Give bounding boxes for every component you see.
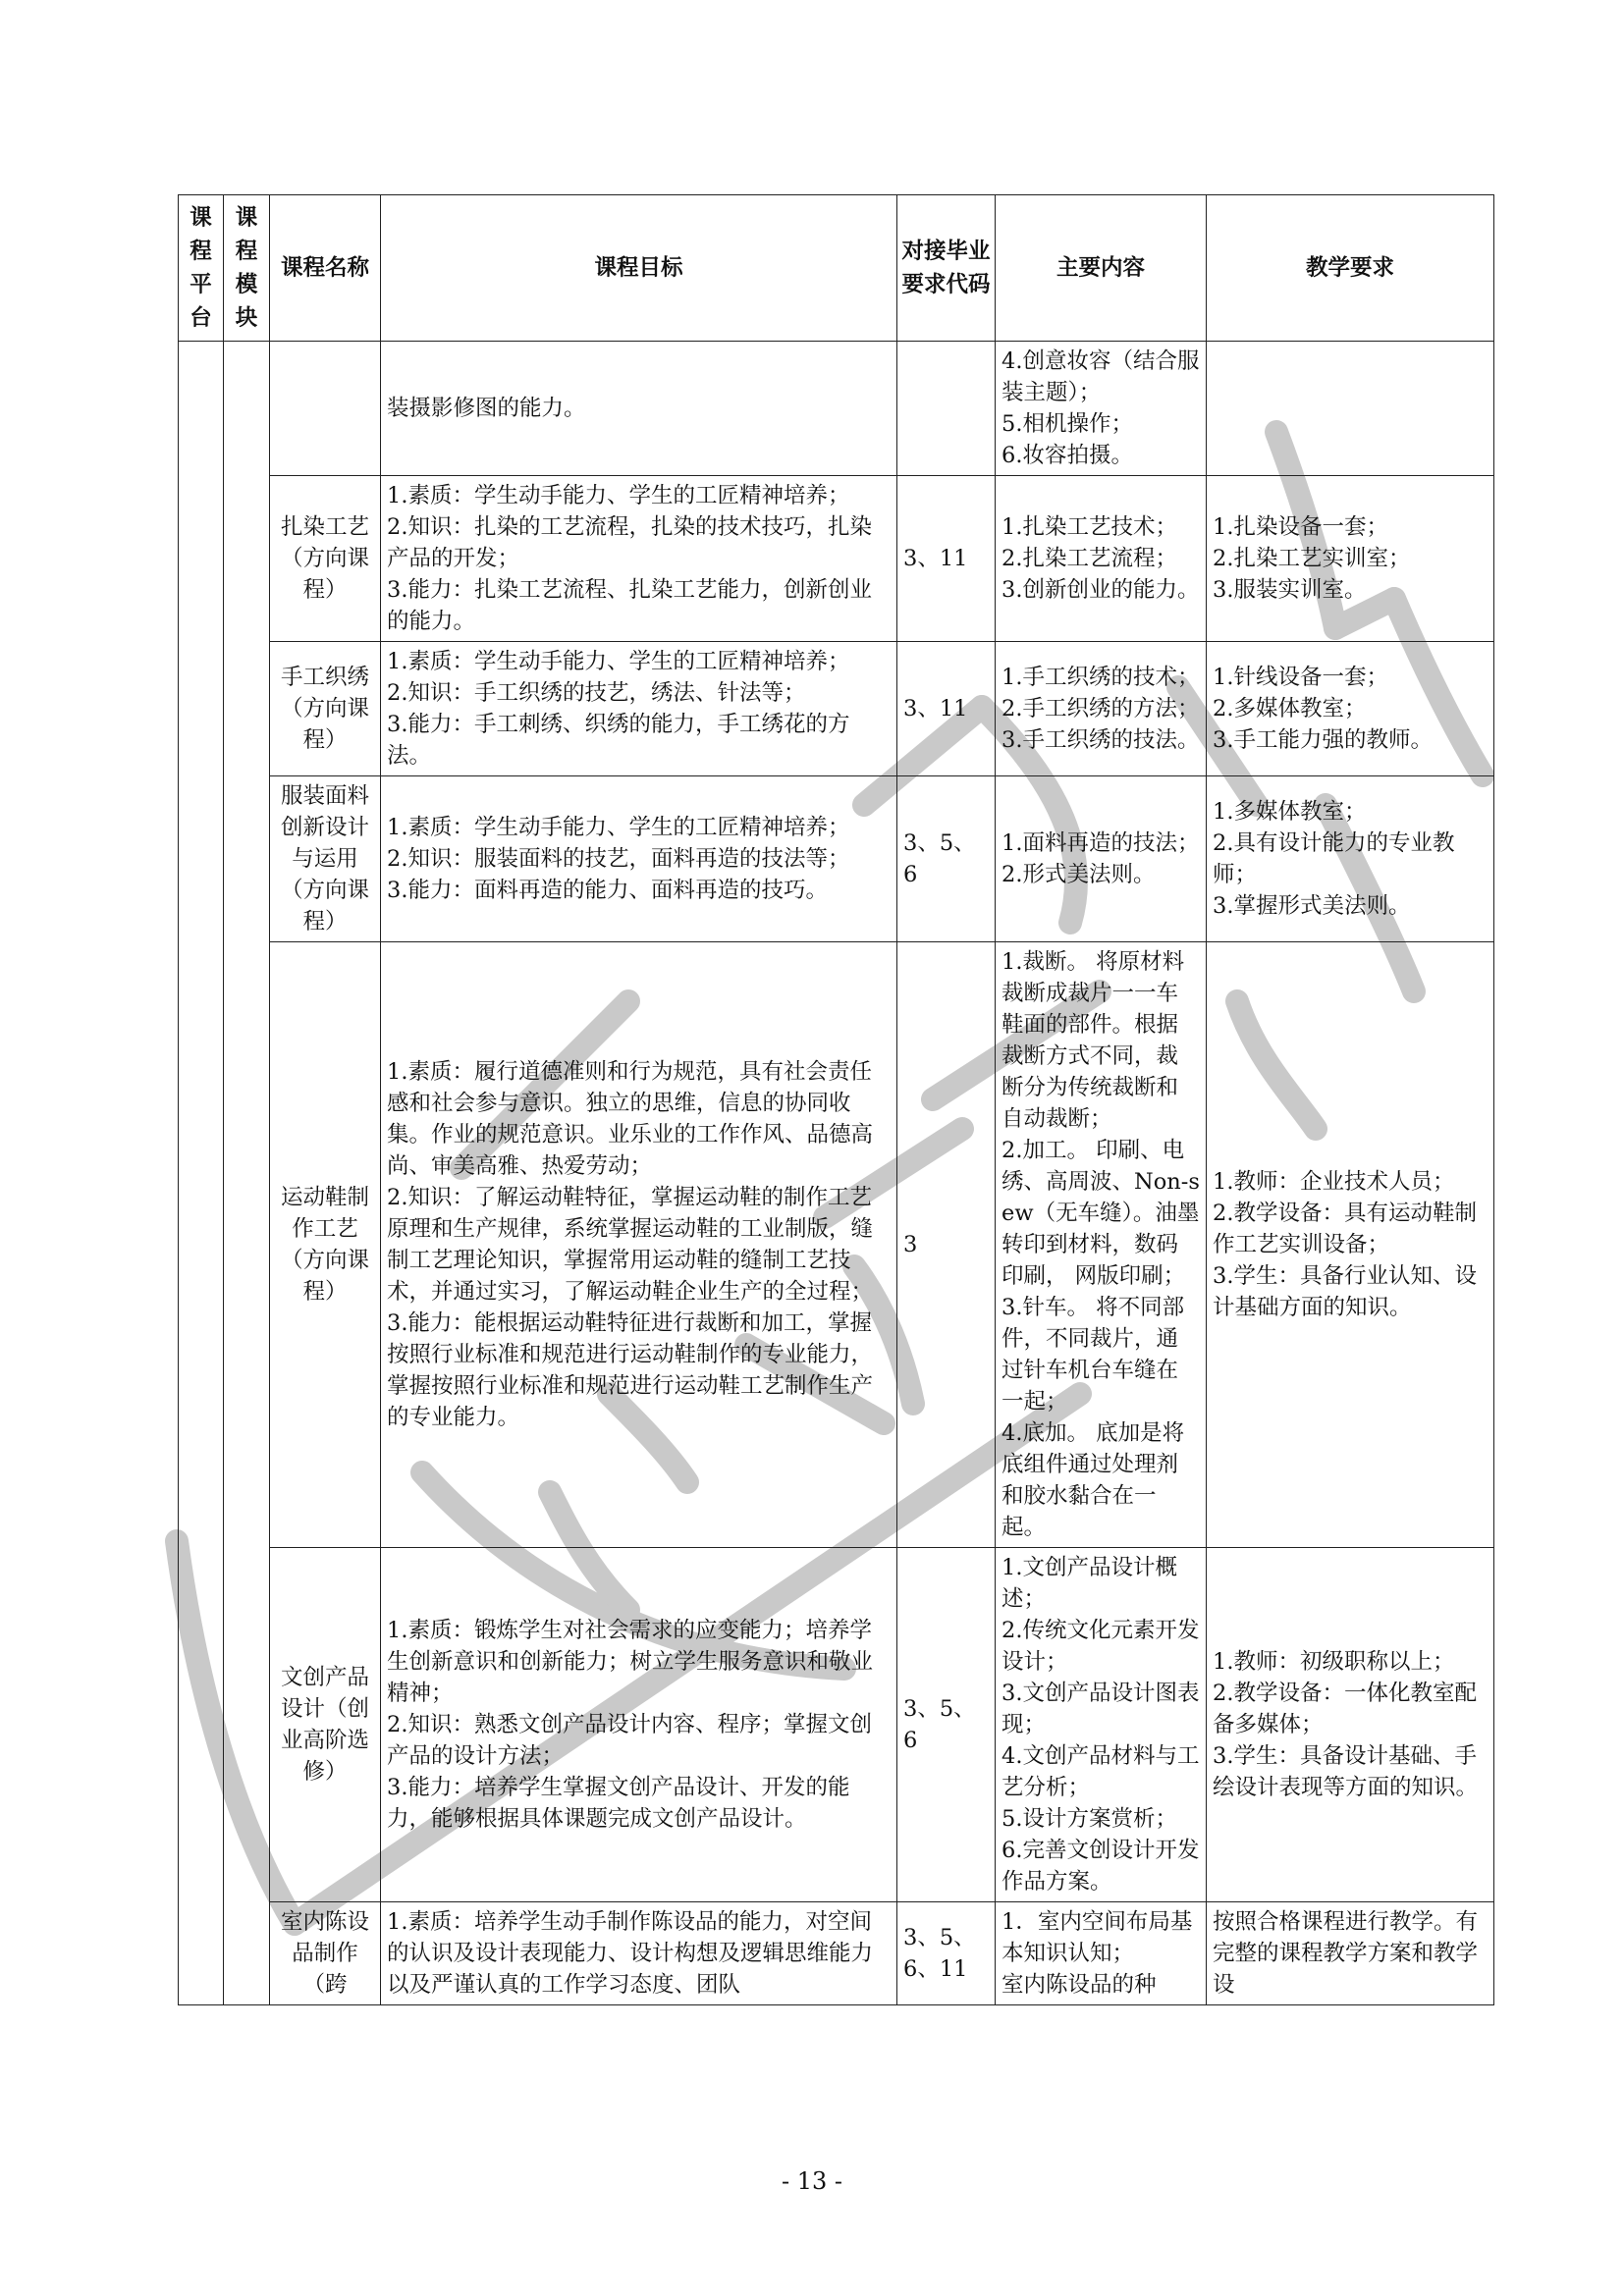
course-name-cell: 文创产品设计（创业高阶选修） bbox=[270, 1548, 381, 1902]
requirement-line: 2.教学设备：一体化教室配备多媒体； bbox=[1213, 1681, 1477, 1737]
course-name-cell: 手工织绣（方向课程） bbox=[270, 642, 381, 776]
course-goal-cell bbox=[381, 776, 897, 942]
content-line: 4.创意妆容（结合服装主题）； bbox=[1001, 348, 1200, 405]
course-name-cell: 室内陈设品制作（跨 bbox=[270, 1902, 381, 2005]
main-content-cell bbox=[996, 776, 1207, 942]
requirement-line: 1.教师：企业技术人员； bbox=[1213, 1169, 1455, 1195]
content-line: 4.文创产品材料与工艺分析； bbox=[1001, 1743, 1200, 1800]
table-header-row bbox=[179, 195, 1494, 342]
content-line: 4.底加。 底加是将底组件通过处理剂和胶水黏合在一起。 bbox=[1001, 1420, 1185, 1540]
course-goal-line: 1.素质：学生动手能力、学生的工匠精神培养； bbox=[387, 815, 850, 840]
requirement-line: 按照合格课程进行教学。有完整的课程教学方案和教学设 bbox=[1213, 1909, 1479, 1998]
content-line: 6.完善文创设计开发作品方案。 bbox=[1001, 1838, 1200, 1895]
platform-cell bbox=[179, 342, 224, 2005]
course-goal-line: 1.素质：锻炼学生对社会需求的应变能力；培养学生创新意识和创新能力；树立学生服务意识和敬业精神； bbox=[387, 1618, 874, 1706]
requirement-line: 1.扎染设备一套； bbox=[1213, 514, 1388, 540]
teaching-requirement-cell bbox=[1207, 1902, 1494, 2005]
table-row bbox=[179, 476, 1494, 642]
content-line: 2.形式美法则。 bbox=[1001, 862, 1156, 887]
requirement-line: 2.多媒体教室； bbox=[1213, 696, 1367, 721]
requirement-line: 1.教师：初级职称以上； bbox=[1213, 1649, 1455, 1675]
course-goal-line: 1.素质：学生动手能力、学生的工匠精神培养； bbox=[387, 649, 850, 674]
requirement-code-cell: 3、11 bbox=[897, 476, 996, 642]
content-line: 3.针车。 将不同部件，不同裁片，通过针车机台车缝在一起； bbox=[1001, 1295, 1185, 1415]
course-name-cell: 服装面料创新设计与运用（方向课程） bbox=[270, 776, 381, 942]
requirement-line: 3.学生：具备行业认知、设计基础方面的知识。 bbox=[1213, 1263, 1477, 1320]
requirement-code-cell bbox=[897, 342, 996, 476]
teaching-requirement-cell bbox=[1207, 1548, 1494, 1902]
content-line: 5.设计方案赏析； bbox=[1001, 1806, 1177, 1832]
header-course-name: 课程名称 bbox=[270, 195, 381, 342]
requirement-line: 3.服装实训室。 bbox=[1213, 577, 1367, 603]
content-line: 3.创新创业的能力。 bbox=[1001, 577, 1200, 603]
main-content-cell bbox=[996, 1548, 1207, 1902]
table-row bbox=[179, 942, 1494, 1548]
content-line: 2.扎染工艺流程； bbox=[1001, 546, 1177, 571]
requirement-line: 1.针线设备一套； bbox=[1213, 665, 1388, 690]
header-platform: 课程平台 bbox=[179, 195, 224, 342]
header-module: 课程模块 bbox=[224, 195, 270, 342]
main-content-cell bbox=[996, 1902, 1207, 2005]
requirement-line: 2.教学设备：具有运动鞋制作工艺实训设备； bbox=[1213, 1201, 1477, 1257]
main-content-cell bbox=[996, 942, 1207, 1548]
teaching-requirement-cell bbox=[1207, 776, 1494, 942]
teaching-requirement-cell bbox=[1207, 342, 1494, 476]
course-goal-cell bbox=[381, 342, 897, 476]
requirement-line: 2.扎染工艺实训室； bbox=[1213, 546, 1411, 571]
requirement-code-cell: 3、5、6、11 bbox=[897, 1902, 996, 2005]
content-line: 5.相机操作； bbox=[1001, 411, 1133, 437]
requirement-code-cell: 3、11 bbox=[897, 642, 996, 776]
course-goal-cell bbox=[381, 1902, 897, 2005]
course-name-cell: 扎染工艺（方向课程） bbox=[270, 476, 381, 642]
requirement-code-cell: 3、5、6 bbox=[897, 1548, 996, 1902]
course-table bbox=[178, 194, 1494, 2005]
course-goal-line: 1.素质：学生动手能力、学生的工匠精神培养； bbox=[387, 483, 850, 508]
requirement-line: 3.学生：具备设计基础、手绘设计表现等方面的知识。 bbox=[1213, 1743, 1479, 1800]
course-goal-line: 2.知识：扎染的工艺流程，扎染的技术技巧，扎染产品的开发； bbox=[387, 514, 872, 571]
course-name-cell bbox=[270, 342, 381, 476]
requirement-line: 3.手工能力强的教师。 bbox=[1213, 727, 1433, 753]
course-goal-line: 3.能力：能根据运动鞋特征进行裁断和加工，掌握按照行业标准和规范进行运动鞋制作的专业能力，掌握按照行业标准和规范进行运动鞋工艺制作生产的专业能力。 bbox=[387, 1310, 874, 1430]
content-line: 3.手工织绣的技法。 bbox=[1001, 727, 1200, 753]
course-goal-cell bbox=[381, 1548, 897, 1902]
table-row bbox=[179, 1548, 1494, 1902]
content-line: 1.扎染工艺技术； bbox=[1001, 514, 1177, 540]
header-course-goal: 课程目标 bbox=[381, 195, 897, 342]
table-row bbox=[179, 776, 1494, 942]
content-line: 6.妆容拍摄。 bbox=[1001, 443, 1133, 468]
teaching-requirement-cell bbox=[1207, 476, 1494, 642]
content-line: 2.传统文化元素开发设计； bbox=[1001, 1618, 1200, 1675]
course-goal-line: 2.知识：手工织绣的技艺，绣法、针法等； bbox=[387, 680, 806, 706]
course-goal-line: 1.素质：培养学生动手制作陈设品的能力，对空间的认识及设计表现能力、设计构想及逻辑思维能力以及严谨认真的工作学习态度、团队 bbox=[387, 1909, 874, 1998]
course-goal-cell bbox=[381, 642, 897, 776]
requirement-line: 3.掌握形式美法则。 bbox=[1213, 893, 1411, 919]
teaching-requirement-cell bbox=[1207, 642, 1494, 776]
course-name-cell: 运动鞋制作工艺（方向课程） bbox=[270, 942, 381, 1548]
course-goal-line: 2.知识：服装面料的技艺，面料再造的技法等； bbox=[387, 846, 850, 872]
content-line: 1.面料再造的技法； bbox=[1001, 830, 1200, 856]
header-teaching-requirement: 教学要求 bbox=[1207, 195, 1494, 342]
requirement-line: 1.多媒体教室； bbox=[1213, 799, 1367, 825]
content-line: 室内陈设品的种 bbox=[1001, 1972, 1157, 1998]
table-row bbox=[179, 642, 1494, 776]
teaching-requirement-cell bbox=[1207, 942, 1494, 1548]
course-goal-line: 3.能力：面料再造的能力、面料再造的技巧。 bbox=[387, 878, 828, 903]
content-line: 1.手工织绣的技术； bbox=[1001, 665, 1200, 690]
course-goal-line: 1.素质：履行道德准则和行为规范，具有社会责任感和社会参与意识。独立的思维，信息的协同收集。作业的规范意识。业乐业的工作作风、品德高尚、审美高雅、热爱劳动； bbox=[387, 1059, 874, 1179]
course-goal-line: 2.知识：了解运动鞋特征，掌握运动鞋的制作工艺原理和生产规律，系统掌握运动鞋的工业制版，缝制工艺理论知识，掌握常用运动鞋的缝制工艺技术，并通过实习，了解运动鞋企业生产的全过程； bbox=[387, 1185, 874, 1305]
content-line: 2.加工。 印刷、电绣、高周波、Non-sew（无车缝）。油墨转印到材料，数码印刷， 网版印刷； bbox=[1001, 1138, 1200, 1289]
content-line: 3.文创产品设计图表现； bbox=[1001, 1681, 1200, 1737]
content-line: 1.裁断。 将原材料裁断成裁片一一车鞋面的部件。根据裁断方式不同，裁断分为传统裁断和自动裁断； bbox=[1001, 949, 1185, 1132]
course-goal-line: 装摄影修图的能力。 bbox=[387, 396, 586, 421]
course-goal-line: 2.知识：熟悉文创产品设计内容、程序；掌握文创产品的设计方法； bbox=[387, 1712, 872, 1769]
course-goal-line: 3.能力：手工刺绣、织绣的能力，手工绣花的方法。 bbox=[387, 712, 850, 769]
page-number: - 13 - bbox=[781, 2167, 842, 2195]
requirement-line: 2.具有设计能力的专业教师； bbox=[1213, 830, 1455, 887]
main-content-cell bbox=[996, 476, 1207, 642]
table-row bbox=[179, 342, 1494, 476]
main-content-cell bbox=[996, 642, 1207, 776]
main-content-cell bbox=[996, 342, 1207, 476]
content-line: 2.手工织绣的方法； bbox=[1001, 696, 1200, 721]
requirement-code-cell: 3 bbox=[897, 942, 996, 1548]
content-line: 1.文创产品设计概述； bbox=[1001, 1555, 1177, 1612]
content-line: 1．室内空间布局基本知识认知； bbox=[1001, 1909, 1193, 1966]
course-goal-line: 3.能力：扎染工艺流程、扎染工艺能力，创新创业的能力。 bbox=[387, 577, 872, 634]
course-goal-cell bbox=[381, 476, 897, 642]
requirement-code-cell: 3、5、6 bbox=[897, 776, 996, 942]
header-requirement-code: 对接毕业要求代码 bbox=[897, 195, 996, 342]
module-cell bbox=[224, 342, 270, 2005]
header-main-content: 主要内容 bbox=[996, 195, 1207, 342]
course-goal-cell bbox=[381, 942, 897, 1548]
table-row bbox=[179, 1902, 1494, 2005]
course-goal-line: 3.能力：培养学生掌握文创产品设计、开发的能力，能够根据具体课题完成文创产品设计。 bbox=[387, 1775, 850, 1832]
